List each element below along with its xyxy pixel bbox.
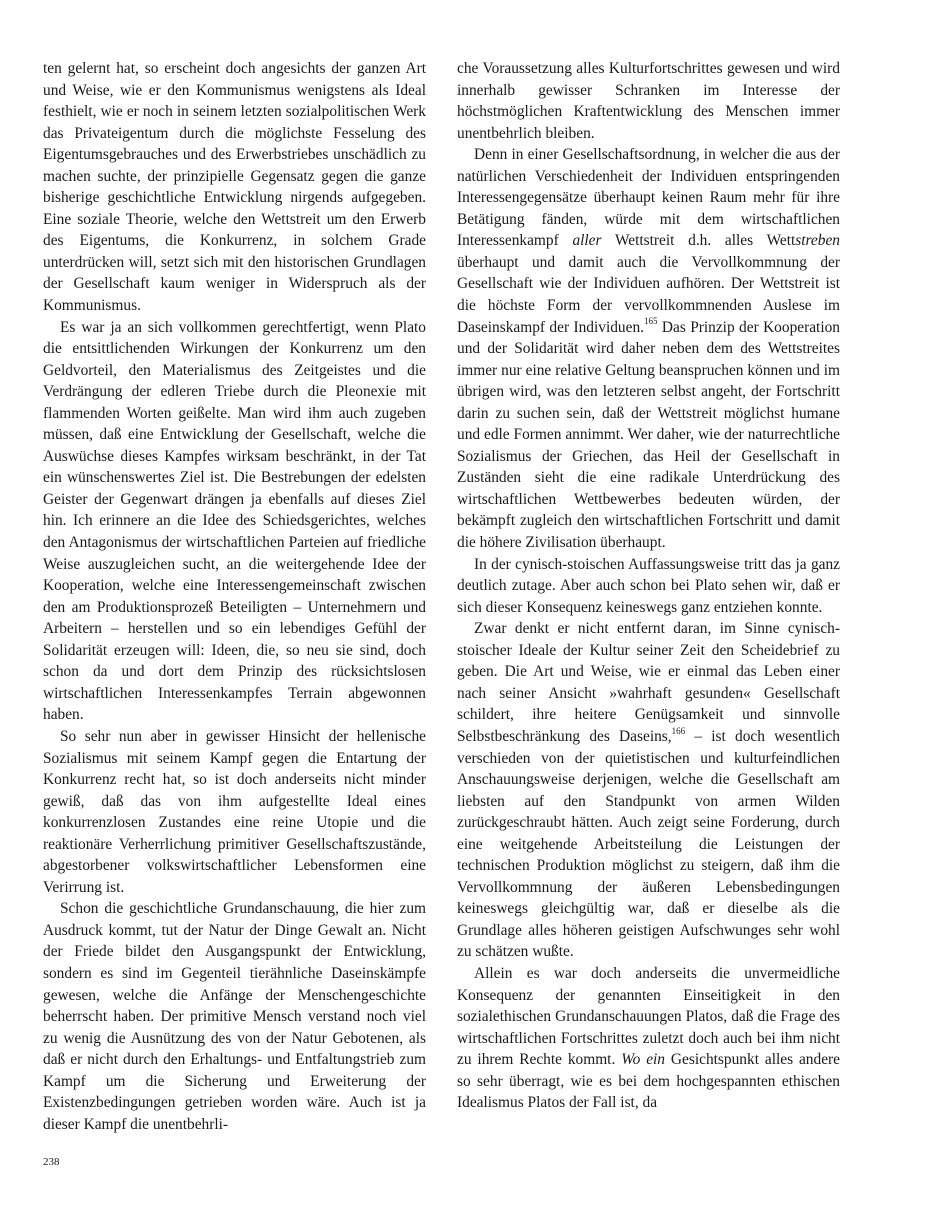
- emphasis-text: streben: [795, 232, 840, 250]
- right-column: [457, 58, 840, 1114]
- paragraph: ten gelernt hat, so erscheint doch angesichts der ganzen Art und Weise, wie er den Kommunismus wenigstens als Ideal festhielt, wie er noch in seinem letzten sozialpolitischen Werk das Privateigentum durch die möglichste Fesselung des Eigentumsgebrauches und des Erwerbstriebes unschädlich zu machen suchte, der prinzipielle Gegensatz gegen die ganze bisherige geschichtliche Entwicklung nirgends aufgegeben. Eine soziale Theorie, welche den Wettstreit um den Erwerb des Eigentums, die Konkurrenz, in solchem Grade unterdrücken will, setzt sich mit den historischen Grundlagen der Gesellschaft kaum weniger in Widerspruch als der Kommunismus.: [43, 60, 426, 315]
- paragraph: che Voraussetzung alles Kulturfortschrittes gewesen und wird innerhalb gewisser Schranken im Interesse der höchstmöglichen Kraftentwicklung des Menschen immer unentbehrlich bleiben.: [457, 60, 840, 142]
- paragraph: In der cynisch-stoischen Auffassungsweise tritt das ja ganz deutlich zutage. Aber auch schon bei Plato sehen wir, daß er sich dieser Konsequenz keineswegs ganz entziehen konnte.: [457, 555, 840, 616]
- paragraph: So sehr nun aber in gewisser Hinsicht der hellenische Sozialismus mit seinem Kampf gegen die Entartung der Konkurrenz recht hat, so ist doch anderseits nicht minder gewiß, daß das von ihm aufgestellte Ideal eines konkurrenzlosen Zustandes eine reine Utopie und die reaktionäre Verherrlichung primitiver Gesellschaftszustände, abgestorbener volkswirtschaftlicher Lebensformen eine Verirrung ist.: [43, 727, 426, 896]
- text-run: Das Prinzip der Kooperation und der Solidarität wird daher neben dem des Wettstreites immer nur eine relative Geltung beanspruchen können und im übrigen wird, was den letzteren selbst angeht, der Fortschritt darin zu suchen sein, daß der Wettstreit möglichst humane und edle Formen annimmt. Wer daher, wie der naturrechtliche Sozialismus der Griechen, das Heil der Gesellschaft in Zuständen sieht die eine radikale Unterdrückung des wirtschaftlichen Wettbewerbes bedeuten würden, der bekämpft zugleich den wirtschaftlichen Fortschritt und damit die höhere Zivilisation überhaupt.: [457, 318, 841, 552]
- paragraph: [457, 144, 840, 553]
- emphasis-text: aller: [572, 232, 602, 250]
- text-run: – ist doch wesentlich verschieden von der quietistischen und kulturfeindlichen Anschauungsweise derjenigen, welche die Gesellschaft am liebsten auf den Standpunkt von armen Wilden zurückgeschraubt hätten. Auch zeigt seine Forderung, durch eine weitgehende Arbeitsteilung die Leistungen der technischen Produktion möglichst zu steigern, daß ihm die Vervollkommnung der äußeren Lebensbedingungen keineswegs gleichgültig war, daß er dieselbe als die Grundlage alles höheren geistigen Aufschwunges sehr wohl zu schätzen wußte.: [457, 727, 840, 961]
- text-run: überhaupt und damit auch die Vervollkommnung der Gesellschaft wie der Individuen aufhören. Der Wettstreit ist die höchste Form der vervollkommnenden Auslese im Daseinskampf der Individuen.: [457, 253, 840, 336]
- text-run: Gesichtspunkt alles andere so sehr überragt, wie es bei dem hochgespannten ethischen Idealismus Platos der Fall ist, da: [457, 1051, 840, 1112]
- emphasis-text: Wo ein: [621, 1051, 666, 1069]
- text-run: Zwar denkt er nicht entfernt daran, im Sinne cynisch-stoischer Ideale der Kultur seiner Zeit den Scheidebrief zu geben. Die Art und Weise, wie er einmal das Leben einer nach seiner Ansicht »wahrhaft gesunden« Gesellschaft schildert, ihre heitere Genügsamkeit und sinnvolle Selbstbeschränkung des Daseins,: [457, 620, 840, 745]
- footnote-marker: 165: [644, 316, 658, 327]
- page-number: 238: [43, 1156, 60, 1168]
- paragraph: Es war ja an sich vollkommen gerechtfertigt, wenn Plato die entsittlichenden Wirkungen der Konkurrenz um den Geldvorteil, den Materialismus des Zeitgeistes und die Verdrängung der edleren Triebe durch die Pleonexie mit flammenden Worten geißelte. Man wird ihm auch zugeben müssen, daß eine Entwicklung der Gesellschaft, welche die Auswüchse dieses Kampfes wirksam beschränkt, in der Tat ein wünschenswertes Ziel ist. Die Bestrebungen der edelsten Geister der Gegenwart drängen ja ebenfalls auf dieses Ziel hin. Ich erinnere an die Idee des Schiedsgerichtes, welches den Antagonismus der wirtschaftlichen Parteien auf friedliche Weise auszugleichen sucht, an die weitergehende Idee der Kooperation, welche eine Interessengemeinschaft zwischen den am Produktionsprozeß Beteiligten – Unternehmern und Arbeitern – herstellen und so ein lebendiges Gefühl der Solidarität erzeugen will: Ideen, die, so neu sie sind, doch schon da und dort dem Prinzip des rücksichtslosen wirtschaftlichen Interessenkampfes Terrain abgewonnen haben.: [43, 318, 426, 724]
- paragraph: [457, 618, 840, 963]
- footnote-marker: 166: [671, 725, 686, 736]
- left-column: [43, 58, 426, 1135]
- paragraph: Schon die geschichtliche Grundanschauung, die hier zum Ausdruck kommt, tut der Natur der Dinge Gewalt an. Nicht der Friede bildet den Ausgangspunkt der Entwicklung, sondern es sind im Gegenteil tierähnliche Daseinskämpfe gewesen, welche die Anfänge der Menschengeschichte beherrscht haben. Der primitive Mensch verstand noch viel zu wenig die Ausnützung des von der Natur Gebotenen, als daß er nicht durch den Erhaltungs- und Entfaltungstrieb zum Kampf um die Sicherung und Erweiterung der Existenzbedingungen getrieben worden wäre. Auch ist ja dieser Kampf die unentbehrli-: [43, 900, 426, 1133]
- text-run: Wettstreit d.h. alles Wett: [601, 232, 796, 250]
- text-run: Allein es war doch anderseits die unvermeidliche Konsequenz der genannten Einseitigkeit in den sozialethischen Grundanschauungen Platos, daß die Frage des wirtschaftlichen Fortschrittes zuletzt doch auch bei ihm nicht zu ihrem Rechte kommt.: [457, 964, 840, 1069]
- paragraph: [457, 963, 840, 1114]
- text-run: Denn in einer Gesellschaftsordnung, in welcher die aus der natürlichen Verschiedenheit der Individuen entspringenden Interessengegensätze überhaupt keinen Raum mehr für ihre Betätigung fänden, würde mit dem wirtschaftlichen Interessenkampf: [457, 146, 840, 250]
